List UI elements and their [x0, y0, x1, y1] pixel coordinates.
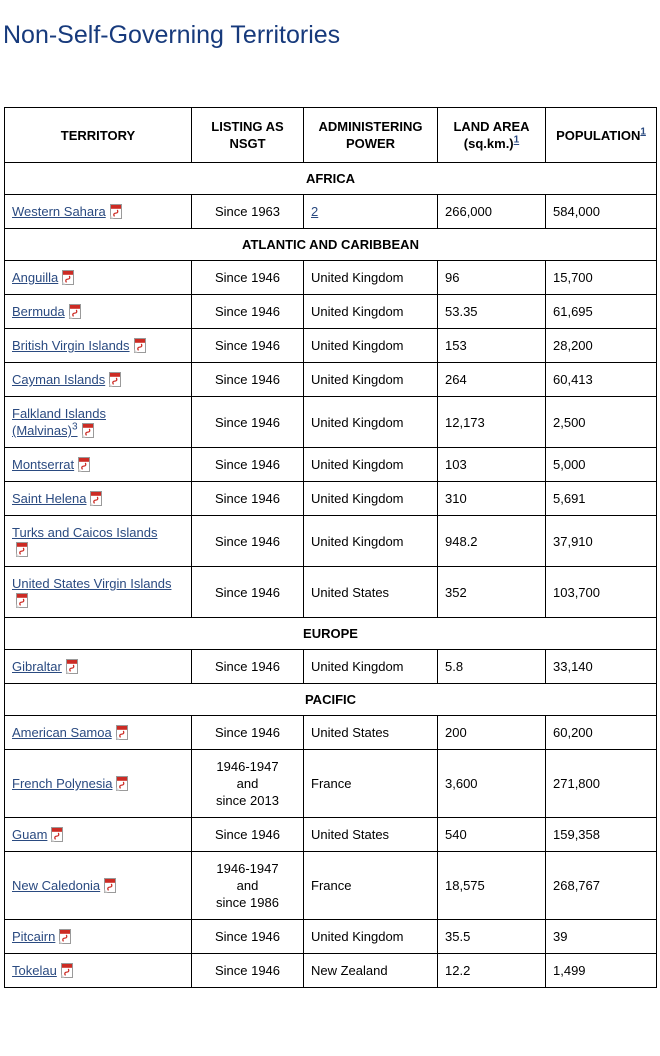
power-cell: United States [304, 818, 438, 852]
population-cell: 39 [546, 920, 657, 954]
territory-link[interactable] [12, 491, 86, 506]
territory-name: United States Virgin Islands [12, 576, 172, 591]
table-row [5, 397, 657, 448]
territory-cell [5, 567, 192, 618]
territory-cell [5, 920, 192, 954]
territory-cell [5, 363, 192, 397]
land-area-cell: 18,575 [438, 852, 546, 920]
territory-cell [5, 397, 192, 448]
territory-name: New Caledonia [12, 878, 101, 893]
population-cell: 60,200 [546, 716, 657, 750]
listing-cell: Since 1946 [192, 920, 304, 954]
territory-link[interactable] [12, 576, 171, 591]
territory-link[interactable] [12, 776, 112, 791]
territory-cell [5, 261, 192, 295]
land-area-cell: 540 [438, 818, 546, 852]
pdf-icon[interactable] [89, 491, 103, 506]
table-row [5, 482, 657, 516]
land-area-cell: 948.2 [438, 516, 546, 567]
pdf-icon[interactable] [81, 423, 95, 438]
table-row [5, 195, 657, 229]
table-row [5, 567, 657, 618]
territory-name: Falkland Islands (Malvinas) [12, 406, 106, 438]
table-row [5, 295, 657, 329]
territory-cell [5, 516, 192, 567]
power-cell: United States [304, 716, 438, 750]
population-cell: 60,413 [546, 363, 657, 397]
power-cell: United Kingdom [304, 482, 438, 516]
territory-name: Pitcairn [12, 929, 56, 944]
territory-link[interactable] [12, 963, 57, 978]
footnote-1-link[interactable]: 1 [513, 134, 520, 146]
pdf-icon[interactable] [15, 542, 29, 557]
listing-cell: Since 1946 [192, 397, 304, 448]
territory-cell [5, 329, 192, 363]
territory-cell [5, 954, 192, 988]
territory-name: Western Sahara [12, 204, 106, 219]
population-cell: 271,800 [546, 750, 657, 818]
pdf-icon[interactable] [115, 725, 129, 740]
power-cell: France [304, 852, 438, 920]
land-area-cell: 264 [438, 363, 546, 397]
territory-link[interactable] [12, 204, 106, 219]
col-header-label: ADMINISTERING POWER [318, 119, 423, 151]
territory-link[interactable] [12, 878, 100, 893]
pdf-icon[interactable] [108, 372, 122, 387]
listing-cell: Since 1946 [192, 261, 304, 295]
territory-name: Turks and Caicos Islands [12, 525, 158, 540]
col-header-label: TERRITORY [60, 127, 136, 143]
section-row [5, 684, 657, 716]
table-row [5, 852, 657, 920]
section-row [5, 163, 657, 195]
population-cell: 33,140 [546, 650, 657, 684]
page-title: Non-Self-Governing Territories [3, 21, 341, 49]
listing-cell: Since 1946 [192, 295, 304, 329]
listing-cell: Since 1946 [192, 818, 304, 852]
pdf-icon[interactable] [65, 659, 79, 674]
population-cell: 103,700 [546, 567, 657, 618]
table-row [5, 716, 657, 750]
listing-cell: Since 1946 [192, 954, 304, 988]
power-cell: United States [304, 567, 438, 618]
territory-name: Cayman Islands [12, 372, 106, 387]
territory-cell [5, 482, 192, 516]
territory-cell [5, 750, 192, 818]
section-header: EUROPE [5, 618, 657, 650]
territory-footnote-link: 3 [71, 421, 78, 433]
population-cell: 2,500 [546, 397, 657, 448]
power-cell: New Zealand [304, 954, 438, 988]
territory-link[interactable] [12, 525, 157, 540]
land-area-cell: 12,173 [438, 397, 546, 448]
territory-cell [5, 195, 192, 229]
table-row [5, 448, 657, 482]
population-cell: 15,700 [546, 261, 657, 295]
table-row [5, 818, 657, 852]
listing-cell: Since 1946 [192, 567, 304, 618]
col-header-label: POPULATION [556, 127, 641, 143]
territory-name: French Polynesia [12, 776, 113, 791]
territory-link[interactable] [12, 457, 74, 472]
power-cell: United Kingdom [304, 329, 438, 363]
territory-name: British Virgin Islands [12, 338, 130, 353]
territory-link[interactable] [12, 659, 62, 674]
col-header-label: LAND AREA (sq.km.) [453, 119, 530, 151]
territory-name: Tokelau [12, 963, 57, 978]
listing-cell: Since 1946 [192, 329, 304, 363]
land-area-cell: 53.35 [438, 295, 546, 329]
pdf-icon[interactable] [115, 776, 129, 791]
land-area-cell: 352 [438, 567, 546, 618]
land-area-cell: 96 [438, 261, 546, 295]
col-header-population [546, 108, 657, 163]
power-cell: United Kingdom [304, 261, 438, 295]
land-area-cell: 200 [438, 716, 546, 750]
table-row [5, 363, 657, 397]
power-cell: United Kingdom [304, 397, 438, 448]
territory-link[interactable] [12, 725, 112, 740]
land-area-cell: 35.5 [438, 920, 546, 954]
power-link[interactable]: 2 [311, 204, 319, 219]
power-cell [304, 195, 438, 229]
population-cell: 159,358 [546, 818, 657, 852]
land-area-cell: 5.8 [438, 650, 546, 684]
territory-link[interactable] [12, 929, 55, 944]
pdf-icon[interactable] [60, 963, 74, 978]
population-cell: 28,200 [546, 329, 657, 363]
section-row [5, 229, 657, 261]
power-cell: United Kingdom [304, 920, 438, 954]
territory-name: Bermuda [12, 304, 65, 319]
pdf-icon[interactable] [103, 878, 117, 893]
territory-cell [5, 716, 192, 750]
territory-cell [5, 295, 192, 329]
table-row [5, 516, 657, 567]
col-header-land-area [438, 108, 546, 163]
pdf-icon[interactable] [77, 457, 91, 472]
table-row [5, 920, 657, 954]
pdf-icon[interactable] [133, 338, 147, 353]
territory-link[interactable] [12, 304, 65, 319]
population-cell: 61,695 [546, 295, 657, 329]
territory-link[interactable] [12, 270, 58, 285]
territories-table [4, 107, 657, 988]
population-cell: 268,767 [546, 852, 657, 920]
section-header: PACIFIC [5, 684, 657, 716]
listing-cell: Since 1946 [192, 482, 304, 516]
territory-cell [5, 852, 192, 920]
listing-cell: Since 1963 [192, 195, 304, 229]
territory-link[interactable] [12, 338, 130, 353]
footnote-1-link[interactable]: 1 [640, 126, 646, 138]
power-cell: France [304, 750, 438, 818]
header-row [5, 108, 657, 163]
territory-name: Montserrat [12, 457, 75, 472]
population-cell: 584,000 [546, 195, 657, 229]
section-header: AFRICA [5, 163, 657, 195]
power-cell: United Kingdom [304, 295, 438, 329]
table-row [5, 650, 657, 684]
table-row [5, 329, 657, 363]
listing-cell: Since 1946 [192, 516, 304, 567]
territory-name: Gibraltar [12, 659, 62, 674]
land-area-cell: 12.2 [438, 954, 546, 988]
territory-link[interactable] [12, 827, 47, 842]
population-cell: 5,000 [546, 448, 657, 482]
page [0, 20, 660, 1056]
land-area-cell: 3,600 [438, 750, 546, 818]
listing-cell: 1946-1947 and since 1986 [192, 852, 304, 920]
col-header-label: LISTING AS NSGT [211, 119, 284, 151]
territory-name: Anguilla [12, 270, 59, 285]
col-header-territory [5, 108, 192, 163]
listing-cell: 1946-1947 and since 2013 [192, 750, 304, 818]
territory-cell [5, 650, 192, 684]
territory-name: Saint Helena [12, 491, 87, 506]
territory-link[interactable] [12, 372, 105, 387]
territory-name: American Samoa [12, 725, 112, 740]
land-area-cell: 103 [438, 448, 546, 482]
table-row [5, 261, 657, 295]
listing-cell: Since 1946 [192, 650, 304, 684]
listing-cell: Since 1946 [192, 363, 304, 397]
table-row [5, 954, 657, 988]
pdf-icon[interactable] [61, 270, 75, 285]
population-cell: 37,910 [546, 516, 657, 567]
pdf-icon[interactable] [68, 304, 82, 319]
col-header-power [304, 108, 438, 163]
listing-cell: Since 1946 [192, 448, 304, 482]
land-area-cell: 266,000 [438, 195, 546, 229]
population-cell: 1,499 [546, 954, 657, 988]
pdf-icon[interactable] [50, 827, 64, 842]
power-cell: United Kingdom [304, 363, 438, 397]
territory-cell [5, 448, 192, 482]
table-row [5, 750, 657, 818]
pdf-icon[interactable] [15, 593, 29, 608]
power-cell: United Kingdom [304, 448, 438, 482]
territory-name: Guam [12, 827, 48, 842]
power-cell: United Kingdom [304, 650, 438, 684]
power-cell: United Kingdom [304, 516, 438, 567]
pdf-icon[interactable] [58, 929, 72, 944]
section-row [5, 618, 657, 650]
population-cell: 5,691 [546, 482, 657, 516]
territory-cell [5, 818, 192, 852]
land-area-cell: 153 [438, 329, 546, 363]
section-header: ATLANTIC AND CARIBBEAN [5, 229, 657, 261]
pdf-icon[interactable] [109, 204, 123, 219]
col-header-listing [192, 108, 304, 163]
land-area-cell: 310 [438, 482, 546, 516]
listing-cell: Since 1946 [192, 716, 304, 750]
